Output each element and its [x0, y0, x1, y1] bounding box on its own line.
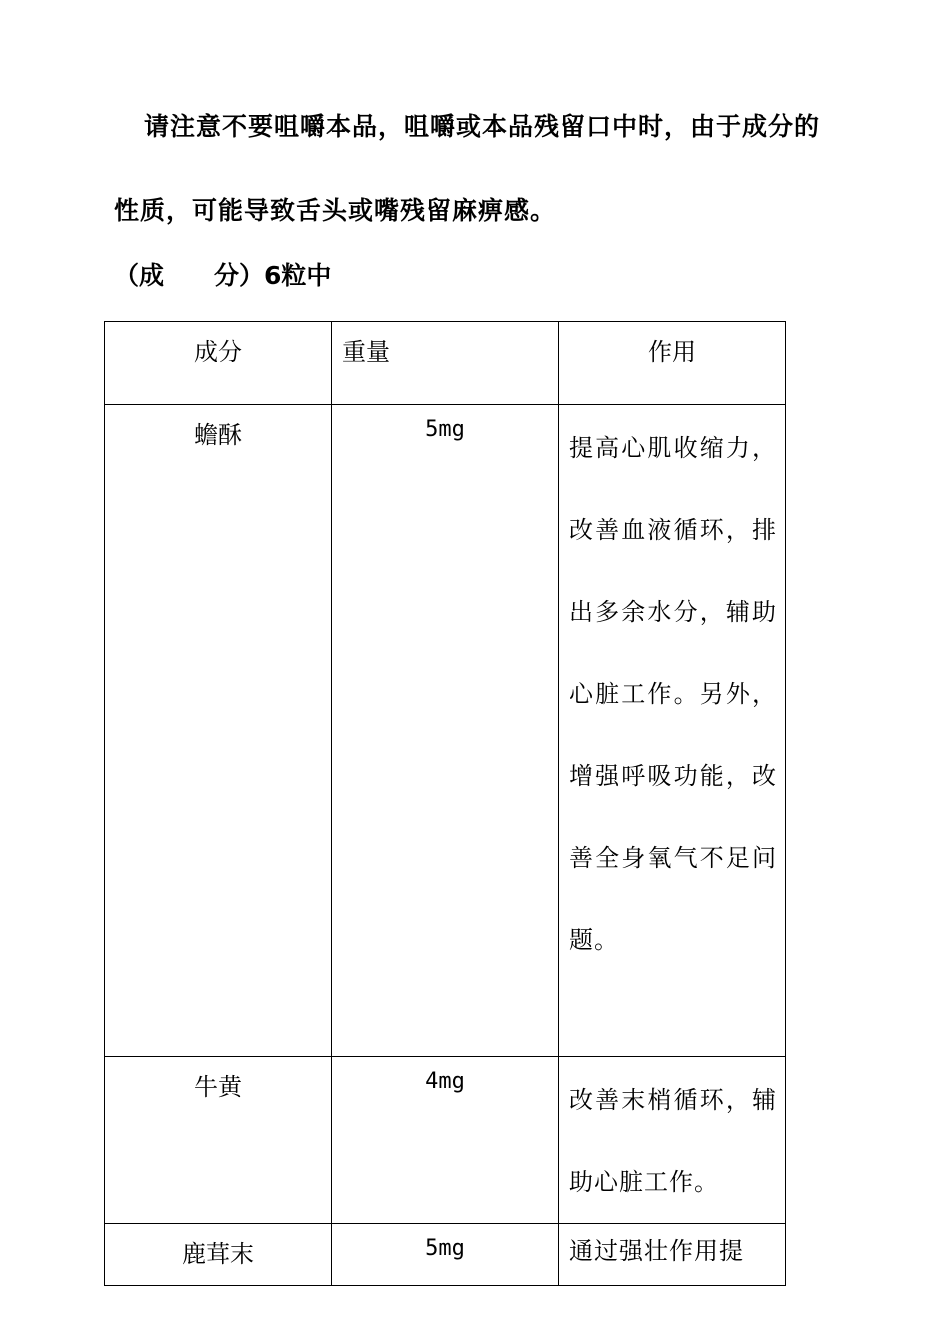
ingredient-effect: 提高心肌收缩力，改善血液循环，排出多余水分，辅助心脏工作。另外，增强呼吸功能，改善全身氧气不足问题。 — [559, 405, 786, 1057]
ingredient-weight: 5mg — [332, 1224, 559, 1286]
table-row — [105, 1057, 786, 1224]
ingredient-effect: 通过强壮作用提 — [559, 1224, 786, 1286]
header-weight: 重量 — [332, 322, 559, 405]
ingredient-name: 鹿茸末 — [105, 1224, 332, 1286]
ingredient-name: 蟾酥 — [105, 405, 332, 1057]
ingredients-heading: （成 分）6粒中 — [114, 261, 332, 290]
warning-paragraph: 请注意不要咀嚼本品，咀嚼或本品残留口中时，由于成分的性质，可能导致舌头或嘴残留麻痹感。 — [114, 112, 821, 225]
header-ingredient: 成分 — [105, 322, 332, 405]
ingredient-weight: 5mg — [332, 405, 559, 1057]
ingredient-weight: 4mg — [332, 1057, 559, 1224]
table-header-row — [105, 322, 786, 405]
ingredients-table — [104, 321, 786, 1286]
table-row — [105, 405, 786, 1057]
ingredient-name: 牛黄 — [105, 1057, 332, 1224]
header-effect: 作用 — [559, 322, 786, 405]
table-row — [105, 1224, 786, 1286]
ingredient-effect: 改善末梢循环，辅助心脏工作。 — [559, 1057, 786, 1224]
